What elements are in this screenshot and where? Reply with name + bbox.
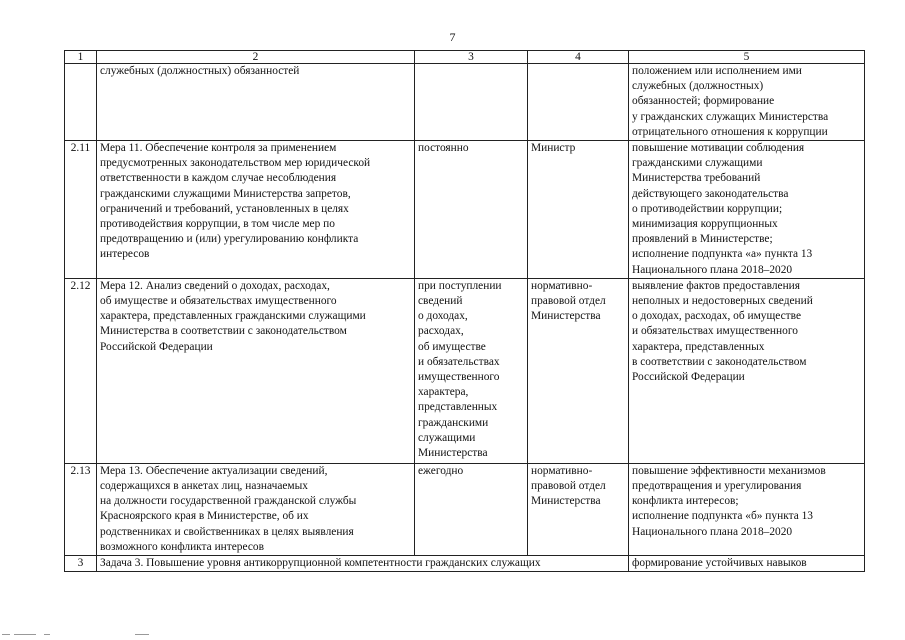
column-header: 3	[415, 51, 528, 64]
row-number	[65, 64, 97, 141]
measure-line: Российской Федерации	[100, 340, 213, 353]
result-cell	[629, 141, 865, 279]
measure-line: ограничений и требований, установленных в целях	[100, 202, 349, 215]
measure-cell	[97, 64, 415, 141]
term-line: служащими	[418, 431, 476, 444]
measure-line: возможного конфликта интересов	[100, 540, 264, 553]
term-line: постоянно	[418, 142, 469, 155]
term-line: о доходах,	[418, 310, 468, 323]
term-line: расходах,	[418, 325, 464, 338]
term-line: ежегодно	[418, 464, 464, 477]
responsible-line: правовой отдел	[531, 480, 606, 493]
result-line: гражданскими служащими	[632, 157, 763, 170]
result-line: выявление фактов предоставления	[632, 279, 801, 292]
measure-line: Мера 12. Анализ сведений о доходах, расходах,	[100, 279, 330, 292]
term-line: при поступлении	[418, 279, 502, 292]
measure-line: Мера 13. Обеспечение актуализации сведений,	[100, 464, 328, 477]
result-line: Национального плана 2018–2020	[632, 525, 793, 538]
term-line: характера,	[418, 386, 469, 399]
result-cell	[629, 463, 865, 555]
result-line: повышение мотивации соблюдения	[632, 142, 805, 155]
column-header: 5	[629, 51, 865, 64]
term-cell	[415, 64, 528, 141]
table-row	[65, 64, 865, 141]
result-line: о противодействии коррупции;	[632, 202, 783, 215]
term-line: об имуществе	[418, 340, 486, 353]
result-line: Министерства требований	[632, 172, 761, 185]
measure-line: служебных (должностных) обязанностей	[100, 65, 300, 77]
measures-table	[64, 50, 865, 572]
result-line: обязанностей; формирование	[632, 95, 775, 108]
result-line: конфликта интересов;	[632, 495, 739, 508]
term-line: имущественного	[418, 371, 500, 384]
measure-line: Мера 11. Обеспечение контроля за применением	[100, 142, 337, 155]
result-line: в соответствии с законодательством	[632, 355, 807, 368]
measure-cell	[97, 463, 415, 555]
responsible-line: Министерства	[531, 495, 601, 508]
term-cell	[415, 141, 528, 279]
term-cell	[415, 463, 528, 555]
term-line: сведений	[418, 295, 463, 308]
scan-edge-marks	[0, 630, 905, 640]
result-line: Российской Федерации	[632, 371, 745, 384]
table-row	[65, 278, 865, 463]
measure-line: ответственности в каждом случае несоблюдения	[100, 172, 337, 185]
responsible-cell	[528, 141, 629, 279]
measure-line: предотвращению и (или) урегулированию конфликта	[100, 233, 359, 246]
measure-line: Красноярского края в Министерстве, об их	[100, 510, 309, 523]
result-line: у гражданских служащих Министерства	[632, 110, 829, 123]
measure-line: противодействия коррупции, в том числе мер по	[100, 218, 335, 231]
page-number: 7	[449, 30, 456, 44]
result-line: служебных (должностных)	[632, 80, 764, 93]
result-line: положением или исполнением ими	[632, 65, 802, 77]
result-cell	[629, 64, 865, 141]
column-header: 2	[97, 51, 415, 64]
measure-cell	[97, 278, 415, 463]
result-line: о доходах, расходах, об имуществе	[632, 310, 801, 323]
task-title: Задача 3. Повышение уровня антикоррупционной компетентности гражданских служащих	[97, 556, 629, 572]
measure-line: содержащихся в анкетах лиц, назначаемых	[100, 480, 308, 493]
table-row	[65, 463, 865, 555]
measure-line: интересов	[100, 248, 150, 261]
measure-line: об имуществе и обязательствах имущественного	[100, 295, 337, 308]
measure-line: на должности государственной гражданской службы	[100, 495, 357, 508]
result-line: предотвращения и урегулирования	[632, 480, 802, 493]
result-line: исполнение подпункта «а» пункта 13	[632, 248, 813, 261]
responsible-line: Министр	[531, 142, 576, 155]
term-line: гражданскими	[418, 416, 489, 429]
column-header: 1	[65, 51, 97, 64]
row-number: 2.12	[65, 278, 97, 463]
result-line: проявлений в Министерстве;	[632, 233, 773, 246]
result-line: минимизация коррупционных	[632, 218, 778, 231]
row-number: 2.13	[65, 463, 97, 555]
responsible-line: нормативно-	[531, 279, 593, 292]
result-line: Национального плана 2018–2020	[632, 263, 793, 276]
responsible-line: нормативно-	[531, 464, 593, 477]
term-line: Министерства	[418, 447, 488, 460]
term-cell	[415, 278, 528, 463]
column-header: 4	[528, 51, 629, 64]
result-line: повышение эффективности механизмов	[632, 464, 826, 477]
measure-line: гражданскими служащими Министерства запретов,	[100, 187, 351, 200]
measure-line: Министерства в соответствии с законодательством	[100, 325, 347, 338]
responsible-line: Министерства	[531, 310, 601, 323]
task-result: формирование устойчивых навыков	[629, 556, 865, 572]
measure-line: предусмотренных законодательством мер юридической	[100, 157, 371, 170]
result-line: исполнение подпункта «б» пункта 13	[632, 510, 813, 523]
responsible-cell	[528, 278, 629, 463]
responsible-cell	[528, 64, 629, 141]
result-cell	[629, 278, 865, 463]
result-line: отрицательного отношения к коррупции	[632, 125, 828, 138]
result-line: неполных и недостоверных сведений	[632, 295, 813, 308]
header-row	[65, 51, 865, 64]
responsible-line: правовой отдел	[531, 295, 606, 308]
responsible-cell	[528, 463, 629, 555]
row-number: 2.11	[65, 141, 97, 279]
result-line: характера, представленных	[632, 340, 765, 353]
term-line: и обязательствах	[418, 355, 500, 368]
task-row	[65, 556, 865, 572]
table-row	[65, 141, 865, 279]
measure-line: характера, представленных гражданскими служащими	[100, 310, 366, 323]
result-line: действующего законодательства	[632, 187, 789, 200]
task-number: 3	[65, 556, 97, 572]
result-line: и обязательствах имущественного	[632, 325, 798, 338]
term-line: представленных	[418, 401, 498, 414]
measure-cell	[97, 141, 415, 279]
measure-line: родственниках и свойственниках в целях выявления	[100, 525, 354, 538]
